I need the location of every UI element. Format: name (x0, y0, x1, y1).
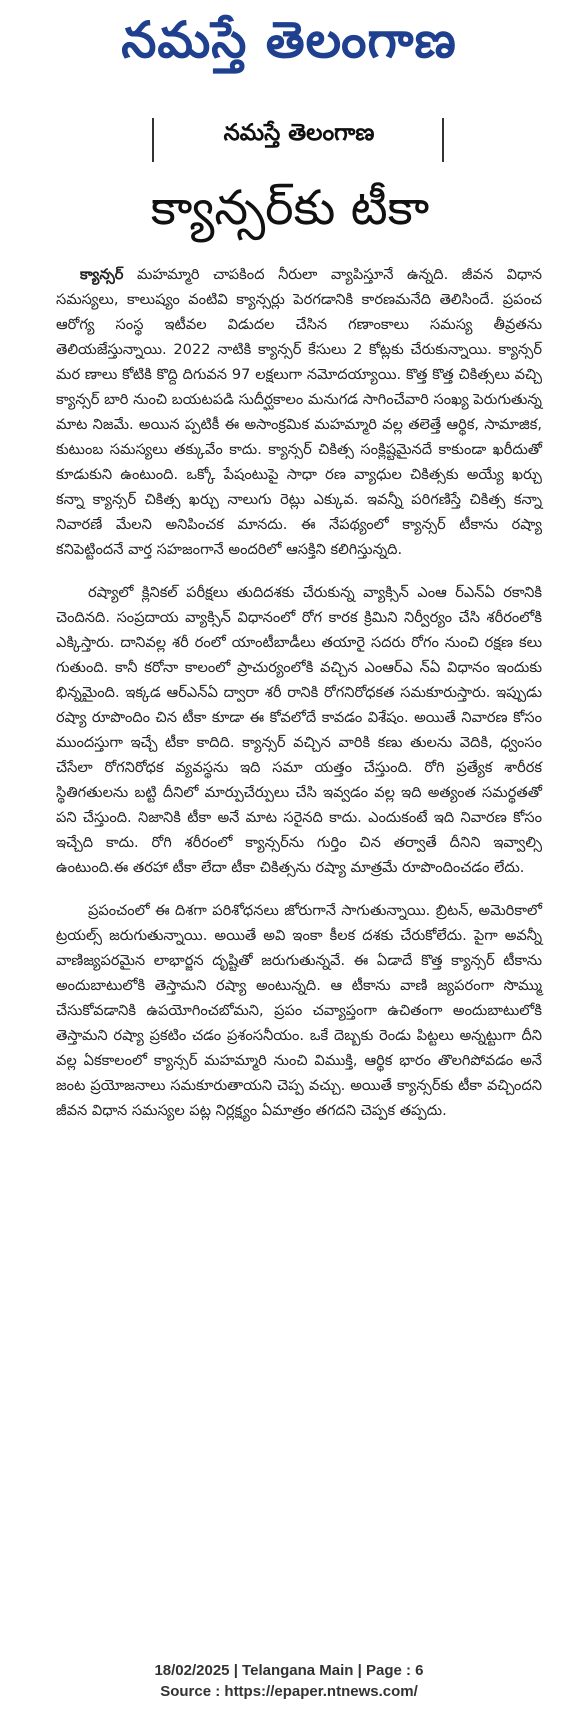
page-footer (0, 1660, 578, 1702)
article-headline: క్యాన్సర్‌కు టీకా (150, 180, 430, 236)
newspaper-masthead (0, 0, 578, 92)
footer-edition-info: 18/02/2025 | Telangana Main | Page : 6 (154, 1662, 424, 1679)
article-paragraph: ప్రపంచంలో ఈ దిశగా పరిశోధనలు జోరుగానే సాగుతున్నాయి. బ్రిటన్, అమెరికాలో ట్రయల్స్ జరుగుతున్నాయి. అయితే అవి ఇంకా కీలక దశకు చేరుకోలేదు. పైగా అవన్నీ వాణిజ్యపరమైన లాభార్జన దృష్టితో జరుగుతున్నవే. ఈ ఏడాదే కొత్త క్యాన్సర్ టీకాను అందుబాటులోకి తెస్తామని రష్యా అంటున్నది. ఆ టీకాను వాణి జ్యపరంగా సొమ్ము చేసుకోవడానికి ఉపయోగించబోమని, ప్రపం చవ్యాప్తంగా ఉచితంగా అందుబాటులోకి తెస్తామని రష్యా ప్రకటిం చడం ప్రశంసనీయం. ఒకే దెబ్బకు రెండు పిట్టలు అన్నట్టుగా దీని వల్ల ఏకకాలంలో క్యాన్సర్ మహమ్మారి నుంచి విముక్తి, ఆర్థిక భారం తొలగిపోవడం అనే జంట ప్రయోజనాలు సమకూరుతాయని చెప్ప వచ్చు. అయితే క్యాన్సర్‌కు టీకా వచ్చిందని జీవన విధాన సమస్యల పట్ల నిర్లక్ష్యం ఏమాత్రం తగదని చెప్పక తప్పదు. (56, 902, 542, 1119)
masthead-title: నమస్తే తెలంగాణ (121, 10, 457, 69)
column-name: నమస్తే తెలంగాణ (223, 120, 375, 146)
article-body (56, 262, 542, 1141)
article-paragraph: రష్యాలో క్లినికల్ పరీక్షలు తుదిదశకు చేరుకున్న వ్యాక్సిన్ ఎంఆ ర్ఎన్ఏ రకానికి చెందినది. సంప్రదాయ వ్యాక్సిన్ విధానంలో రోగ కారక క్రిమిని నిర్వీర్యం చేసి శరీరంలోకి ఎక్కిస్తారు. దానివల్ల శరీ రంలో యాంటీబాడీలు తయారై సదరు రోగం నుంచి రక్షణ కలు గుతుంది. కానీ కరోనా కాలంలో ప్రాచుర్యంలోకి వచ్చిన ఎంఆర్ఎ న్ఏ విధానం ఇందుకు భిన్నమైంది. ఇక్కడ ఆర్ఎన్ఏ ద్వారా శరీ రానికి రోగనిరోధకత సమకూరుస్తారు. ఇప్పుడు రష్యా రూపొందిం చిన టీకా కూడా ఈ కోవలోదే కావడం విశేషం. అయితే నివారణ కోసం ముందస్తుగా ఇచ్చే టీకా కాదిది. క్యాన్సర్ వచ్చిన వారికి కణు తులను వెదికి, ధ్వంసం చేసేలా రోగనిరోధక వ్యవస్థను ఇది సమా యత్తం చేస్తుంది. రోగి ప్రత్యేక శారీరక స్థితిగతులను బట్టి దీనిలో మార్పుచేర్పులు చేసి ఇవ్వడం వల్ల ఇది అత్యంత సమర్థతతో పని చేస్తుంది. నిజానికి టీకా అనే మాట సరైనది కాదు. ఎందుకంటే ఇది నివారణ కోసం ఇచ్చేది కాదు. రోగి శరీరంలో క్యాన్సర్‌ను గుర్తిం చిన తర్వాతే దీనిని ఇవ్వాల్సి ఉంటుంది.ఈ తరహా టీకా లేదా టీకా చికిత్సను రష్యా మాత్రమే రూపొందించడం లేదు. (56, 584, 542, 876)
header-divider-left (152, 118, 154, 162)
article-paragraph (56, 262, 542, 562)
paragraph-text: మహమ్మారి చాపకింద నీరులా వ్యాపిస్తూనే ఉన్నది. జీవన విధాన సమస్యలు, కాలుష్యం వంటివి క్యాన్సర్లు పెరగడానికి కారణమనేది తెలిసిందే. ప్రపంచ ఆరోగ్య సంస్థ ఇటీవల విడుదల చేసిన గణాంకాలు సమస్య తీవ్రతను తెలియజేస్తున్నాయి. 2022 నాటికి క్యాన్సర్ కేసులు 2 కోట్లకు చేరుకున్నాయి. క్యాన్సర్ మర ణాలు కోటికి కొద్ది దిగువన 97 లక్షలుగా నమోదయ్యాయి. కొత్త కొత్త చికిత్సలు వచ్చి క్యాన్సర్ బారి నుంచి బయటపడి సుదీర్ఘకాలం మనుగడ సాగించేవారి సంఖ్య పెరుగుతున్న మాట నిజమే. అయిన ప్పటికీ ఈ అసాంక్రమిక మహమ్మారి వల్ల తలెత్తే ఆర్థిక, సామాజిక, కుటుంబ సమస్యలు తక్కువేం కాదు. క్యాన్సర్ చికిత్స సంక్లిష్టమైనదే కాకుండా ఖరీదుతో కూడుకుని ఉంటుంది. ఒక్కో పేషంటుపై సాధా రణ వ్యాధుల చికిత్సకు అయ్యే ఖర్చు కన్నా క్యాన్సర్ చికిత్స ఖర్చు నాలుగు రెట్లు ఎక్కువ. ఇవన్నీ పరిగణిస్తే చికిత్స కన్నా నివారణే మేలని అనిపించక మానదు. ఈ నేపథ్యంలో క్యాన్సర్ టీకాను రష్యా కనిపెట్టిందనే వార్త సహజంగానే అందరిలో ఆసక్తిని కలిగిస్తున్నది. (56, 266, 542, 558)
lead-word: క్యాన్సర్ (80, 266, 124, 283)
footer-source: Source : https://epaper.ntnews.com/ (160, 1683, 418, 1700)
header-divider-right (442, 118, 444, 162)
editorial-column-header (52, 118, 528, 178)
